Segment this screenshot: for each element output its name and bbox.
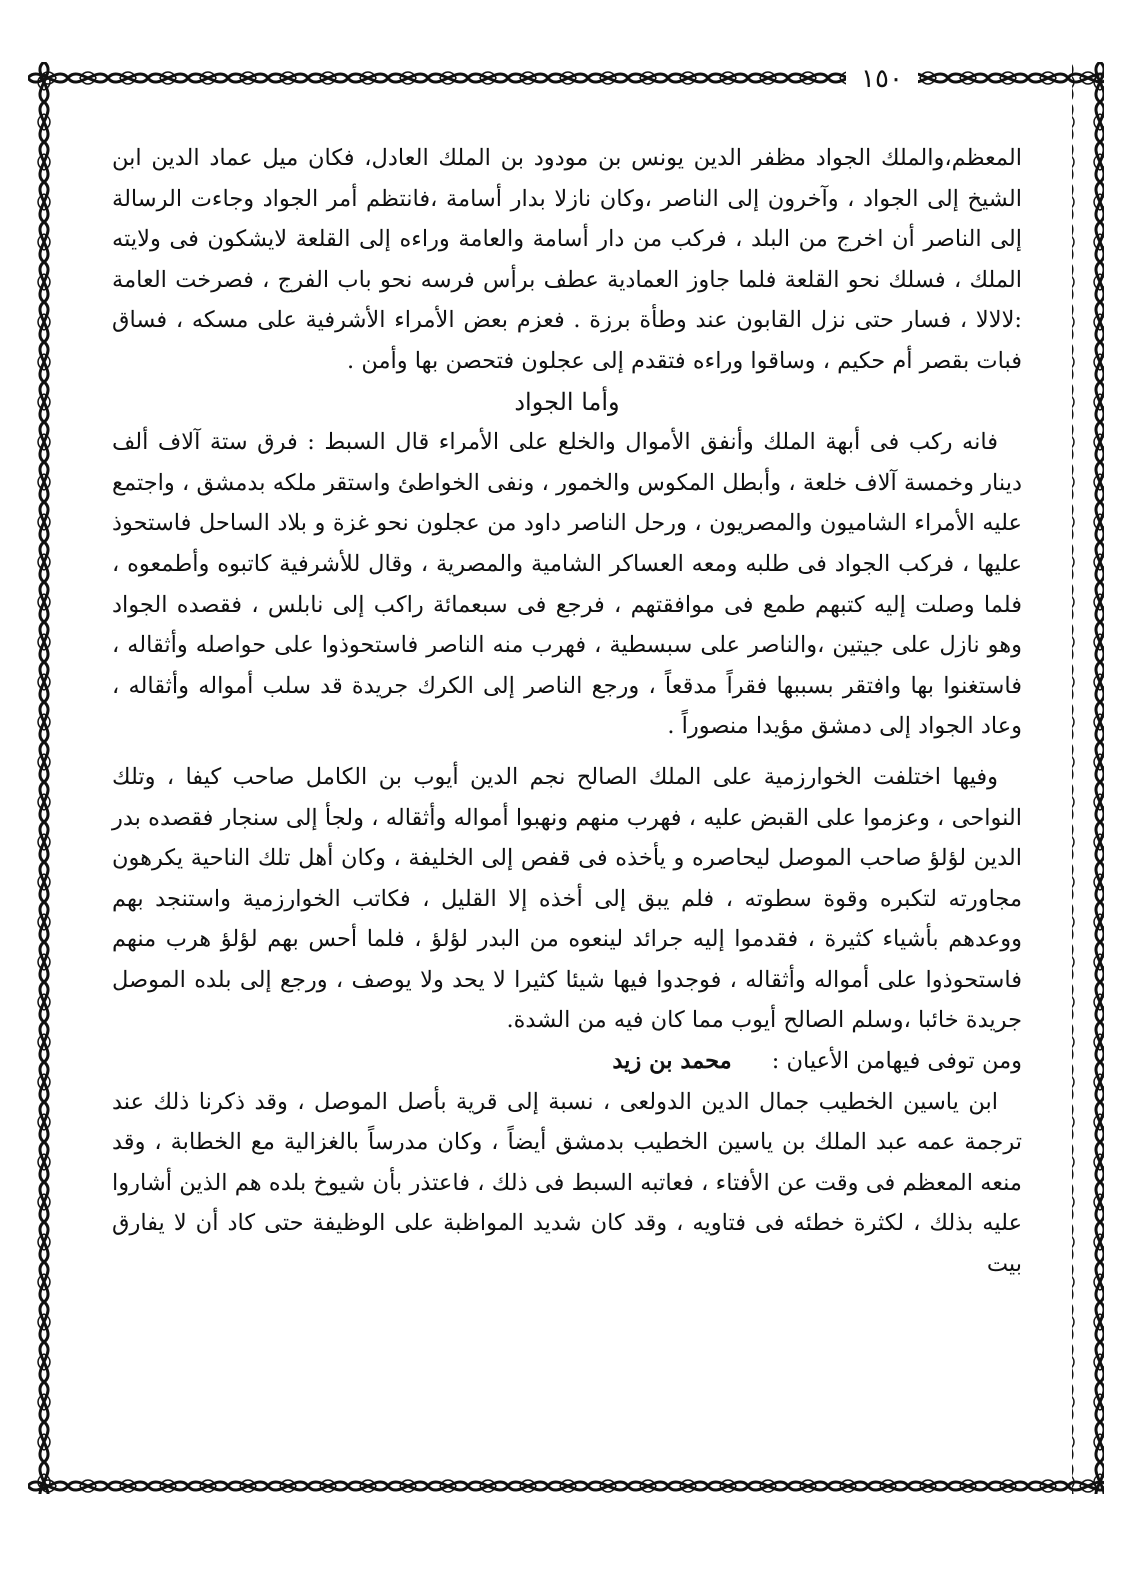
paragraph-4: ابن ياسين الخطيب جمال الدين الدولعى ، نسبة إلى قرية بأصل الموصل ، وقد ذكرنا ذلك عند ترجمة عمه عبد الملك بن ياسين الخطيب بدمشق أيضاً ، وكان مدرساً بالغزالية مع الخطابة ، وقد منعه المعظم فى وقت عن الأفتاء ، فعاتبه السبط فى ذلك ، فاعتذر بأن شيوخ بلده هم الذين أشاروا عليه بذلك ، لكثرة خطئه فى فتاويه ، وقد كان شديد المواظبة على الوظيفة حتى كاد أن لا يفارق بيت xyxy=(112,1088,1022,1278)
paragraph-1: المعظم،والملك الجواد مظفر الدين يونس بن مودود بن الملك العادل، فكان ميل عماد الدين ابن الشيخ إلى الجواد ، وآخرون إلى الناصر ،وكان نازلا بدار أسامة ،فانتظم أمر الجواد وجاءت الرسالة إلى الناصر أن اخرج من البلد ، فركب من دار أسامة والعامة وراءه إلى القلعة لايشكون فى ولايته الملك ، فسلك نحو القلعة فلما جاوز العمادية عطف برأس فرسه نحو باب الفرج ، فصرخت العامة :لالالا ، فسار حتى نزل القابون عند وطأة برزة . فعزم بعض الأمراء الأشرفية على مسكه ، فساق فبات بقصر أم حكيم ، وساقوا وراءه فتقدم إلى عجلون فتحصن بها وأمن . xyxy=(112,145,1022,374)
notables-intro: ومن توفى فيهامن الأعيان : xyxy=(771,1048,1022,1075)
notables-line xyxy=(112,1041,1022,1082)
paragraph-3: وفيها اختلفت الخوارزمية على الملك الصالح نجم الدين أيوب بن الكامل صاحب كيفا ، وتلك النواحى ، وعزموا على القبض عليه ، فهرب منهم ونهبوا أمواله وأثقاله ، ولجأ إلى سنجار فقصده بدر الدين لؤلؤ صاحب الموصل ليحاصره و يأخذه فى قفص إلى الخليفة ، وكان أهل تلك الناحية يكرهون مجاورته لتكبره وقوة سطوته ، فلم يبق إلى أخذه إلا القليل ، فكاتب الخوارزمية واستنجد بهم ووعدهم بأشياء كثيرة ، فقدموا إليه جرائد لينعوه من البدر لؤلؤ ، فلما أحس بهم لؤلؤ هرب منهم فاستحوذوا على أمواله وأثقاله ، فوجدوا فيها شيئا كثيرا لا يحد ولا يوصف ، ورجع إلى بلده الموصل جريدة خائبا ،وسلم الصالح أيوب مما كان فيه من الشدة. xyxy=(112,763,1022,1034)
page-number: ١٥٠ xyxy=(846,62,918,96)
notable-name: محمد بن زيد xyxy=(612,1048,732,1075)
paragraph-2: فانه ركب فى أبهة الملك وأنفق الأموال والخلع على الأمراء قال السبط : فرق ستة آلاف ألف دينار وخمسة آلاف خلعة ، وأبطل المكوس والخمور ، ونفى الخواطئ واستقر ملكه بدمشق ، واجتمع عليه الأمراء الشاميون والمصريون ، ورحل الناصر داود من عجلون نحو غزة و بلاد الساحل فاستحوذ عليها ، فركب الجواد فى طلبه ومعه العساكر الشامية والمصرية ، وقال للأشرفية كاتبوه وأطمعوه ، فلما وصلت إليه كتبهم طمع فى موافقتهم ، فرجع فى سبعمائة راكب إلى نابلس ، فقصده الجواد وهو نازل على جيتين ،والناصر على سبسطية ، فهرب منه الناصر فاستحوذوا على حواصله وأثقاله ، فاستغنوا بها وافتقر بسببها فقراً مدقعاً ، ورجع الناصر إلى الكرك جريدة قد سلب أمواله وأثقاله ، وعاد الجواد إلى دمشق مؤيدا منصوراً . xyxy=(112,429,1022,740)
page-body xyxy=(112,138,1022,1285)
section-heading: وأما الجواد xyxy=(514,387,620,416)
